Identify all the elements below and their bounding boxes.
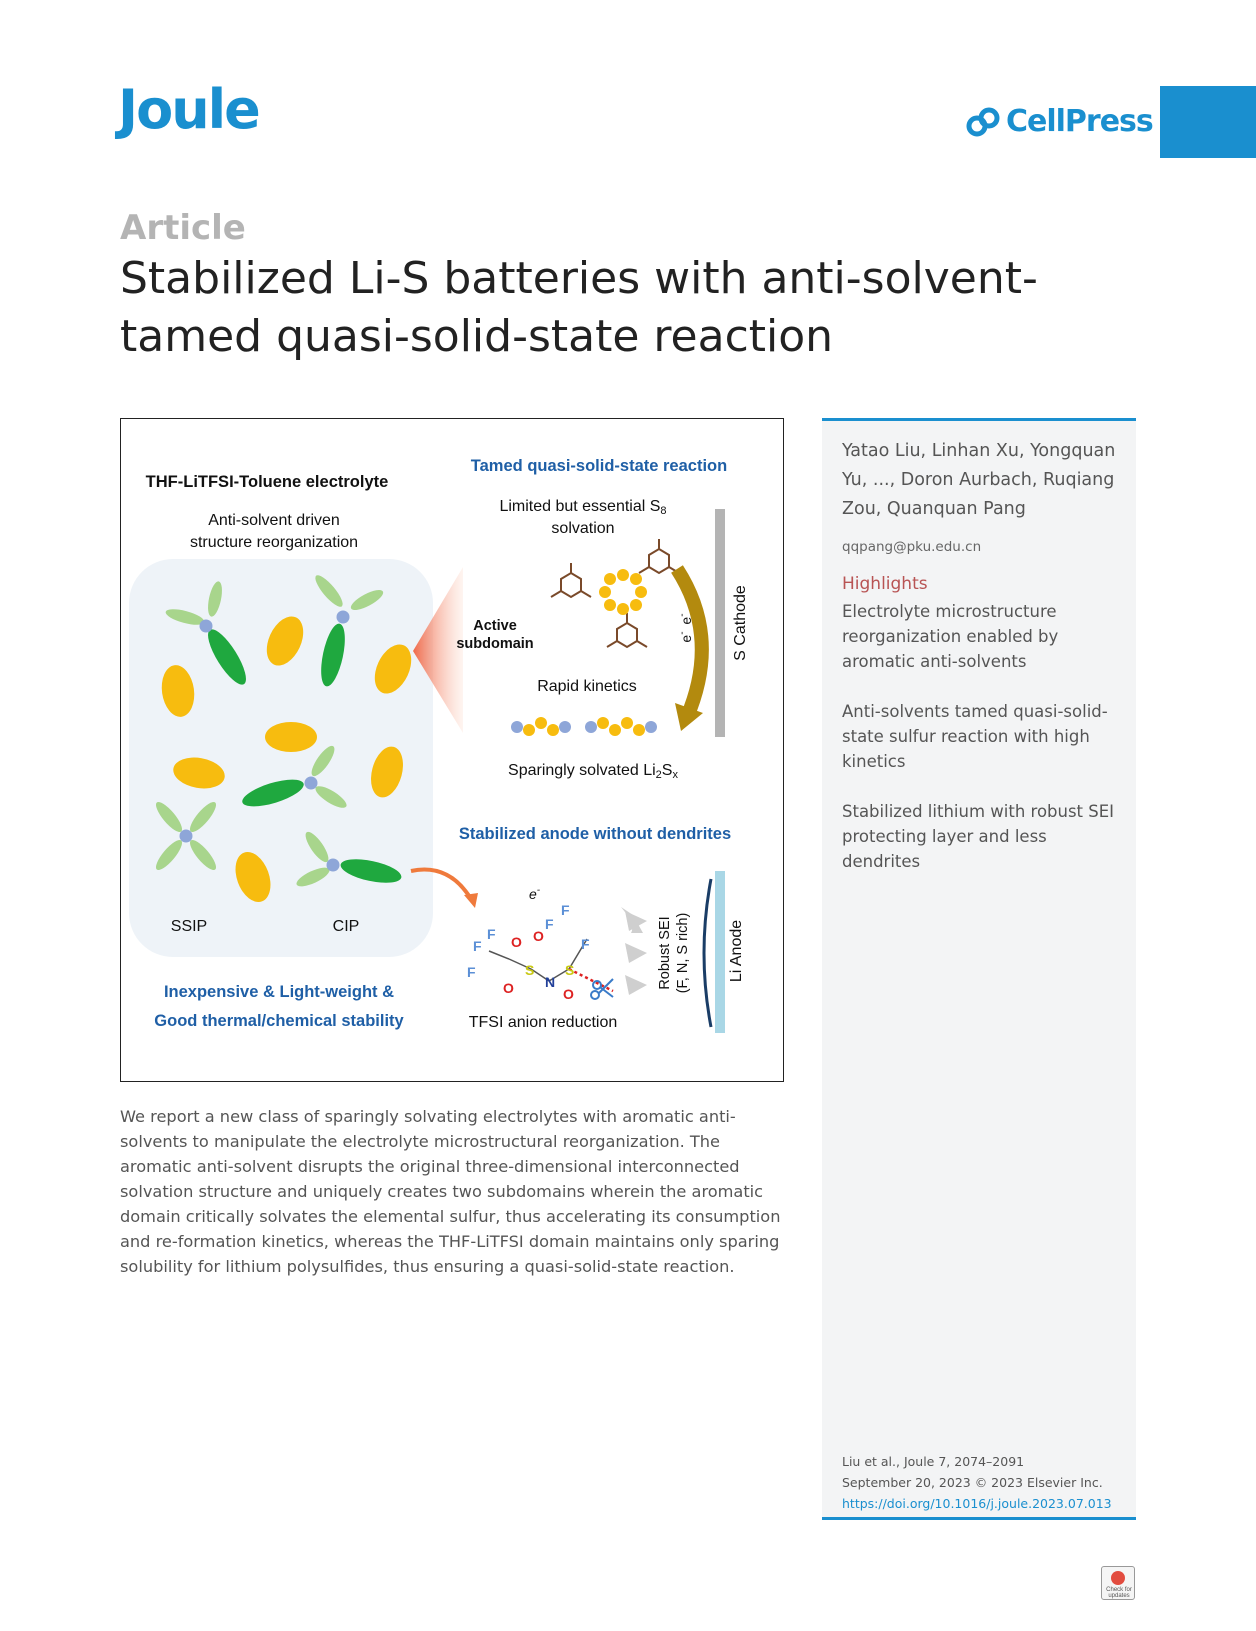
- s8-solvation-line-2: solvation: [551, 520, 615, 537]
- anode-arrow-head: [464, 893, 478, 908]
- bond-cleavage: [569, 969, 613, 991]
- advantages-line-2: Good thermal/chemical stability: [154, 1012, 404, 1030]
- highlight-item: Anti-solvents tamed quasi-solid-state sulfur reaction with high kinetics: [842, 702, 1108, 771]
- citation-line-2: September 20, 2023 © 2023 Elsevier Inc.: [842, 1475, 1103, 1490]
- li2sx-label: Sparingly solvated Li2Sx: [508, 762, 678, 781]
- reaction-title: Tamed quasi-solid-state reaction: [470, 457, 728, 475]
- electron-label-2: e-: [677, 631, 694, 643]
- s8-subscript: 8: [660, 505, 667, 517]
- li-ion: [180, 830, 193, 843]
- anode-bar: [715, 871, 725, 1033]
- graphical-abstract-figure: [121, 419, 785, 1083]
- reorg-text-1: Anti-solvent driven: [208, 512, 340, 529]
- highlight-item: Electrolyte microstructure reorganization enabled by aromatic anti-solvents: [842, 602, 1059, 671]
- cellpress-logo-icon: [966, 107, 1000, 137]
- toluene-molecule: [265, 722, 317, 752]
- active-subdomain-1: Active: [473, 618, 517, 634]
- check-for-updates-button[interactable]: [1101, 1566, 1135, 1600]
- cathode-label: S Cathode: [732, 585, 749, 661]
- atom-o: O: [503, 980, 514, 996]
- toluene-ring: [617, 623, 637, 647]
- highlight-item: Stabilized lithium with robust SEI protecting layer and less dendrites: [842, 802, 1115, 871]
- li-ion: [305, 777, 318, 790]
- atom-f: F: [467, 964, 476, 980]
- atom-f: F: [487, 926, 496, 942]
- corresponding-email[interactable]: qqpang@pku.edu.cn: [842, 539, 982, 555]
- atom-f: F: [581, 936, 590, 952]
- s8-ring: [599, 569, 647, 615]
- active-subdomain-2: subdomain: [456, 636, 534, 652]
- scissors-icon: [591, 979, 613, 999]
- reorg-text-2: structure reorganization: [189, 534, 359, 551]
- toluene-ring: [561, 573, 581, 597]
- atom-o: O: [511, 934, 522, 950]
- sei-arrows: [621, 907, 647, 995]
- atom-s: S: [525, 962, 535, 978]
- rapid-kinetics: Rapid kinetics: [537, 678, 637, 695]
- citation: [842, 1451, 1112, 1514]
- li-ion: [200, 620, 213, 633]
- atom-f: F: [561, 902, 570, 918]
- toluene-ring: [649, 549, 669, 573]
- sidebar: [822, 418, 1136, 1520]
- accent-tab: [1160, 86, 1256, 158]
- li2sx-chain-1: [511, 717, 571, 736]
- electron-label-3: e-: [529, 885, 541, 902]
- toluene-rings: [551, 539, 679, 647]
- robust-sei-1: Robust SEI: [657, 916, 673, 990]
- atom-f: F: [545, 916, 554, 932]
- atom-f: F: [473, 938, 482, 954]
- ssip-label: SSIP: [170, 918, 208, 935]
- anode-title: Stabilized anode without dendrites: [458, 825, 732, 843]
- electrolyte-title: THF-LiTFSI-Toluene electrolyte: [145, 473, 389, 491]
- s8-prefix: Limited but essential S: [499, 498, 661, 515]
- summary-paragraph: We report a new class of sparingly solvating electrolytes with aromatic anti-solvents to manipulate the electrolyte microstructural reorganization. The aromatic anti-solvent disrupts the original three-dimensional interconnected solvation structure and uniquely creates two subdomains wherein the aromatic domain critically solvates the elemental sulfur, thus accelerating its consumption and re-formation kinetics, whereas the THF-LiTFSI domain maintains only sparing solubility for lithium polysulfides, thus ensuring a quasi-solid-state reaction.: [120, 1107, 781, 1276]
- atom-s: S: [565, 962, 575, 978]
- li-ion: [327, 859, 340, 872]
- atom-n: N: [545, 974, 556, 990]
- electron-label-1: e-: [677, 613, 694, 625]
- li-ion: [337, 611, 350, 624]
- li2sx-chain-2: [585, 717, 657, 736]
- s8-solvation-line-1: [499, 498, 666, 517]
- tfsi-molecule: [467, 902, 613, 1002]
- robust-sei-2: (F, N, S rich): [675, 912, 691, 994]
- publisher-name: CellPress: [1006, 104, 1153, 139]
- cip-label: CIP: [332, 918, 360, 935]
- graphical-abstract: [120, 418, 784, 1082]
- tfsi-label: TFSI anion reduction: [468, 1014, 618, 1031]
- citation-line-1: Liu et al., Joule 7, 2074–2091: [842, 1454, 1025, 1469]
- advantages-line-1: Inexpensive & Light-weight &: [163, 983, 395, 1001]
- atom-o: O: [533, 928, 544, 944]
- doi-link[interactable]: https://doi.org/10.1016/j.joule.2023.07.013: [842, 1496, 1112, 1511]
- sei-layer: [704, 879, 711, 1027]
- anode-label: Li Anode: [728, 919, 745, 983]
- authors: Yatao Liu, Linhan Xu, Yongquan Yu, ..., Doron Aurbach, Ruqiang Zou, Quanquan Pang: [842, 441, 1116, 519]
- publisher-logo: [966, 104, 1153, 139]
- check-for-updates-icon: [1111, 1571, 1125, 1585]
- atom-o: O: [563, 986, 574, 1002]
- cathode-bar: [715, 509, 725, 737]
- highlights-title: Highlights: [842, 574, 928, 594]
- article-type: Article: [120, 208, 246, 248]
- check-for-updates-label: Check for updates: [1106, 1587, 1132, 1599]
- article-title: Stabilized Li-S batteries with anti-solvent-tamed quasi-solid-state reaction: [120, 253, 1038, 362]
- highlights-list: [842, 599, 1127, 899]
- journal-logo: Joule: [118, 78, 259, 141]
